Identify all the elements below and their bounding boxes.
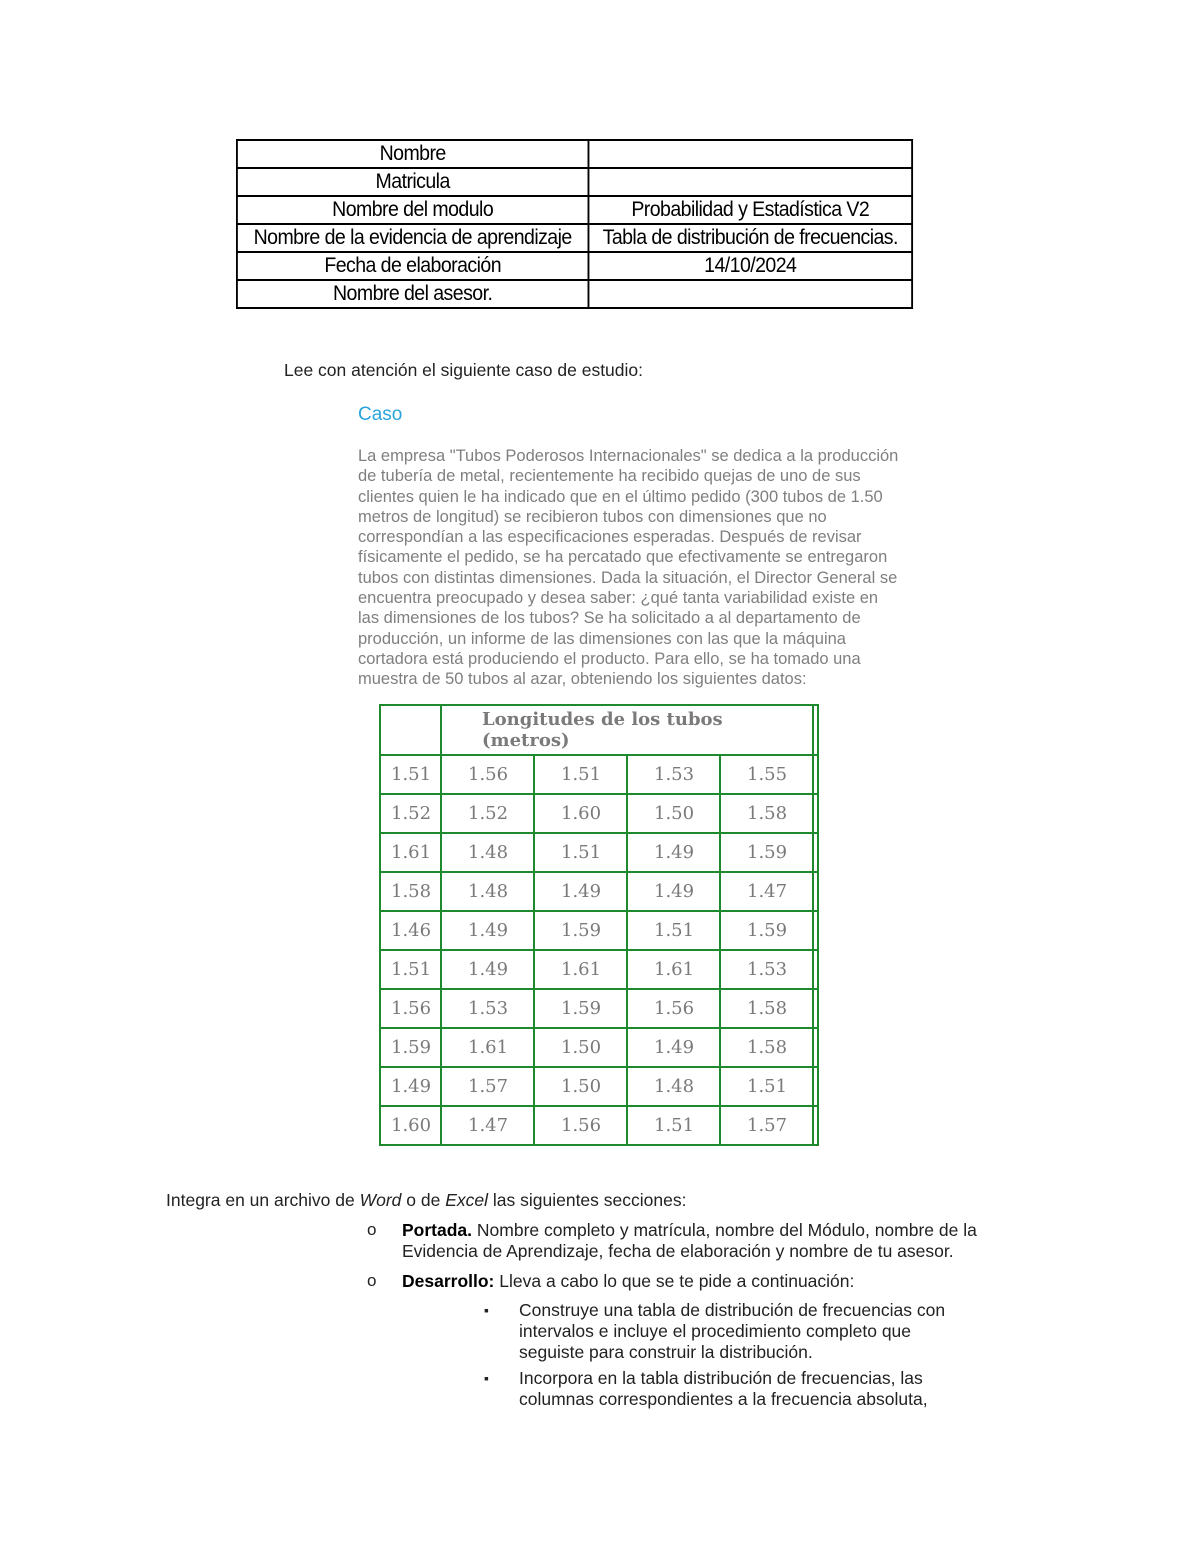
table-cell [720, 1067, 813, 1106]
cover-row [237, 280, 912, 308]
row-edge-cell [813, 872, 818, 911]
case-line: La empresa "Tubos Poderosos Internacionales" se dedica a la producción [358, 447, 899, 465]
table-cell [380, 1028, 441, 1067]
cell-value: 1.51 [561, 842, 602, 863]
case-paragraph [358, 446, 948, 690]
table-cell [534, 950, 627, 989]
case-line: de tubería de metal, recientemente ha recibido quejas de uno de sus [358, 467, 861, 486]
cell-value: 1.51 [654, 920, 695, 941]
table-cell [627, 950, 720, 989]
subitem-1 [519, 1300, 945, 1363]
cell-value: 1.47 [747, 881, 788, 902]
cover-label: Matricula [237, 168, 588, 196]
lead-post: las siguientes secciones: [488, 1190, 687, 1210]
cell-value: 1.53 [654, 764, 695, 785]
cell-value: 1.46 [391, 920, 432, 941]
table-cell [720, 794, 813, 833]
row-edge-cell [813, 950, 818, 989]
cell-value: 1.53 [468, 998, 509, 1019]
table-cell [441, 1067, 534, 1106]
cover-value [588, 280, 912, 308]
table-cell [380, 950, 441, 989]
cell-value: 1.51 [391, 959, 432, 980]
cell-value: 1.49 [654, 1037, 695, 1058]
desarrollo-label: Desarrollo: [402, 1271, 495, 1291]
case-heading: Caso [358, 404, 403, 425]
case-line: metros de longitud) se recibieron tubos con dimensiones que no [358, 507, 827, 526]
table-cell [627, 872, 720, 911]
cell-value: 1.60 [391, 1115, 432, 1136]
table-cell [534, 872, 627, 911]
table-cell [534, 794, 627, 833]
portada-item [402, 1220, 977, 1262]
row-edge-cell [813, 794, 818, 833]
case-line: cortadora está produciendo el producto. Para ello, se ha tomado una [358, 649, 861, 668]
cell-value: 1.59 [561, 920, 602, 941]
table-row [380, 794, 818, 833]
cell-value: 1.60 [561, 803, 602, 824]
row-edge-cell [813, 755, 818, 794]
sub2-line: columnas correspondientes a la frecuencia absoluta, [519, 1389, 928, 1409]
cover-value [588, 168, 912, 196]
bullet-o-portada: o [367, 1220, 377, 1239]
cell-value: 1.48 [468, 881, 509, 902]
table-header-row [380, 705, 818, 755]
case-line: muestra de 50 tubos al azar, obteniendo los siguientes datos: [358, 670, 807, 689]
table-cell [441, 872, 534, 911]
bullet-o-desarrollo: o [367, 1271, 377, 1290]
lead-mid: o de [401, 1190, 446, 1210]
cell-value: 1.49 [654, 881, 695, 902]
header-empty-cell [380, 705, 441, 755]
table-row [380, 950, 818, 989]
table-cell [441, 1106, 534, 1145]
table-cell [627, 755, 720, 794]
table-cell [627, 911, 720, 950]
row-edge-cell [813, 833, 818, 872]
table-cell [441, 911, 534, 950]
cell-value: 1.61 [468, 1037, 509, 1058]
cell-value: 1.56 [391, 998, 432, 1019]
cell-value: 1.48 [468, 842, 509, 863]
table-row [380, 1028, 818, 1067]
cell-value: 1.49 [468, 959, 509, 980]
tube-lengths-body [380, 705, 818, 1145]
table-cell [534, 755, 627, 794]
cell-value: 1.59 [561, 998, 602, 1019]
cell-value: 1.59 [391, 1037, 432, 1058]
cover-value [588, 140, 912, 168]
portada-line2: Evidencia de Aprendizaje, fecha de elaboración y nombre de tu asesor. [402, 1241, 954, 1261]
cell-value: 1.53 [747, 959, 788, 980]
table-cell [627, 833, 720, 872]
table-cell [720, 911, 813, 950]
table-row [380, 1106, 818, 1145]
lead-excel: Excel [445, 1190, 489, 1210]
cell-value: 1.52 [391, 803, 432, 824]
sub2-line: Incorpora en la tabla distribución de frecuencias, las [519, 1368, 923, 1388]
table-cell [534, 1028, 627, 1067]
table-cell [720, 1106, 813, 1145]
case-line: producción, un informe de las dimensiones con las que la máquina [358, 629, 846, 648]
table-cell [720, 989, 813, 1028]
row-edge-cell [813, 1067, 818, 1106]
case-line: clientes quien le ha indicado que en el último pedido (300 tubos de 1.50 [358, 487, 883, 506]
table-cell [720, 872, 813, 911]
table-cell [720, 1028, 813, 1067]
table-cell [441, 989, 534, 1028]
table-cell [627, 989, 720, 1028]
cell-value: 1.51 [561, 764, 602, 785]
portada-line1: Nombre completo y matrícula, nombre del Módulo, nombre de la [472, 1220, 977, 1240]
cover-row [237, 196, 912, 224]
table-cell [627, 1067, 720, 1106]
cell-value: 1.55 [747, 764, 788, 785]
table-row [380, 872, 818, 911]
table-cell [720, 755, 813, 794]
bullet-square-1: ▪ [484, 1302, 489, 1318]
table-cell [380, 755, 441, 794]
table-cell [441, 1028, 534, 1067]
header-edge-cell [813, 705, 818, 755]
bullet-square-2: ▪ [484, 1370, 489, 1386]
cover-label: Fecha de elaboración [237, 252, 588, 280]
cell-value: 1.47 [468, 1115, 509, 1136]
cell-value: 1.49 [468, 920, 509, 941]
cell-value: 1.49 [561, 881, 602, 902]
portada-label: Portada. [402, 1220, 473, 1240]
desarrollo-item [402, 1271, 854, 1292]
cell-value: 1.49 [391, 1076, 432, 1097]
table-row [380, 755, 818, 794]
cover-row [237, 224, 912, 252]
row-edge-cell [813, 1028, 818, 1067]
subitem-2 [519, 1368, 928, 1410]
cover-row [237, 168, 912, 196]
cell-value: 1.52 [468, 803, 509, 824]
cell-value: 1.51 [391, 764, 432, 785]
cell-value: 1.56 [654, 998, 695, 1019]
intro-text: Lee con atención el siguiente caso de estudio: [284, 360, 644, 380]
cell-value: 1.59 [747, 920, 788, 941]
table-cell [627, 1028, 720, 1067]
cover-label: Nombre [237, 140, 588, 168]
case-line: físicamente el pedido, se ha percatado que efectivamente se entregaron [358, 548, 888, 567]
cell-value: 1.50 [654, 803, 695, 824]
table-cell [627, 1106, 720, 1145]
table-cell [534, 911, 627, 950]
cell-value: 1.58 [747, 1037, 788, 1058]
cell-value: 1.51 [747, 1076, 788, 1097]
table-cell [720, 833, 813, 872]
sub1-line: seguiste para construir la distribución. [519, 1342, 813, 1362]
row-edge-cell [813, 989, 818, 1028]
case-line: encuentra preocupado y desea saber: ¿qué tanta variabilidad existe en [358, 589, 879, 608]
cell-value: 1.56 [561, 1115, 602, 1136]
table-cell [380, 794, 441, 833]
cover-label: Nombre del asesor. [237, 280, 588, 308]
cell-value: 1.59 [747, 842, 788, 863]
cover-info-table [236, 139, 913, 309]
cell-value: 1.50 [561, 1037, 602, 1058]
table-cell [534, 833, 627, 872]
cell-value: 1.61 [391, 842, 432, 863]
desarrollo-text: Lleva a cabo lo que se te pide a continuación: [494, 1271, 855, 1291]
lead-word: Word [359, 1190, 402, 1210]
row-edge-cell [813, 911, 818, 950]
cover-value: Probabilidad y Estadística V2 [588, 196, 912, 224]
cell-value: 1.50 [561, 1076, 602, 1097]
table-cell [380, 911, 441, 950]
cover-label: Nombre del modulo [237, 196, 588, 224]
cell-value: 1.58 [391, 881, 432, 902]
table-cell [441, 755, 534, 794]
sub1-line: Construye una tabla de distribución de frecuencias con [519, 1300, 946, 1320]
instructions-lead [166, 1190, 686, 1211]
table-cell [441, 950, 534, 989]
table-row [380, 989, 818, 1028]
table-cell [441, 794, 534, 833]
table-cell [380, 872, 441, 911]
table-cell [380, 989, 441, 1028]
cover-row [237, 140, 912, 168]
case-line: tubos con distintas dimensiones. Dada la situación, el Director General se [358, 568, 898, 587]
cover-info-body [237, 140, 912, 308]
cover-row [237, 252, 912, 280]
table-row [380, 911, 818, 950]
cell-value: 1.58 [747, 803, 788, 824]
cell-value: 1.57 [747, 1115, 788, 1136]
table-cell [627, 794, 720, 833]
table-cell [534, 1106, 627, 1145]
table-cell [441, 833, 534, 872]
table-row [380, 833, 818, 872]
cell-value: 1.61 [654, 959, 695, 980]
table-cell [380, 833, 441, 872]
cell-value: 1.57 [468, 1076, 509, 1097]
table-row [380, 1067, 818, 1106]
case-line: correspondían a las especificaciones esperadas. Después de revisar [358, 528, 862, 547]
case-line: las dimensiones de los tubos? Se ha solicitado a al departamento de [358, 609, 861, 628]
table-title: Longitudes de los tubos (metros) [441, 705, 813, 755]
sub1-line: intervalos e incluye el procedimiento completo que [519, 1321, 912, 1341]
cell-value: 1.61 [561, 959, 602, 980]
cover-label: Nombre de la evidencia de aprendizaje [237, 224, 588, 252]
table-cell [380, 1106, 441, 1145]
cell-value: 1.56 [468, 764, 509, 785]
table-cell [534, 1067, 627, 1106]
cell-value: 1.48 [654, 1076, 695, 1097]
cell-value: 1.51 [654, 1115, 695, 1136]
table-cell [720, 950, 813, 989]
cell-value: 1.49 [654, 842, 695, 863]
cover-value: 14/10/2024 [588, 252, 912, 280]
row-edge-cell [813, 1106, 818, 1145]
table-cell [534, 989, 627, 1028]
table-cell [380, 1067, 441, 1106]
tube-lengths-table [379, 704, 819, 1146]
lead-pre: Integra en un archivo de [166, 1190, 360, 1210]
cover-value: Tabla de distribución de frecuencias. [588, 224, 912, 252]
cell-value: 1.58 [747, 998, 788, 1019]
